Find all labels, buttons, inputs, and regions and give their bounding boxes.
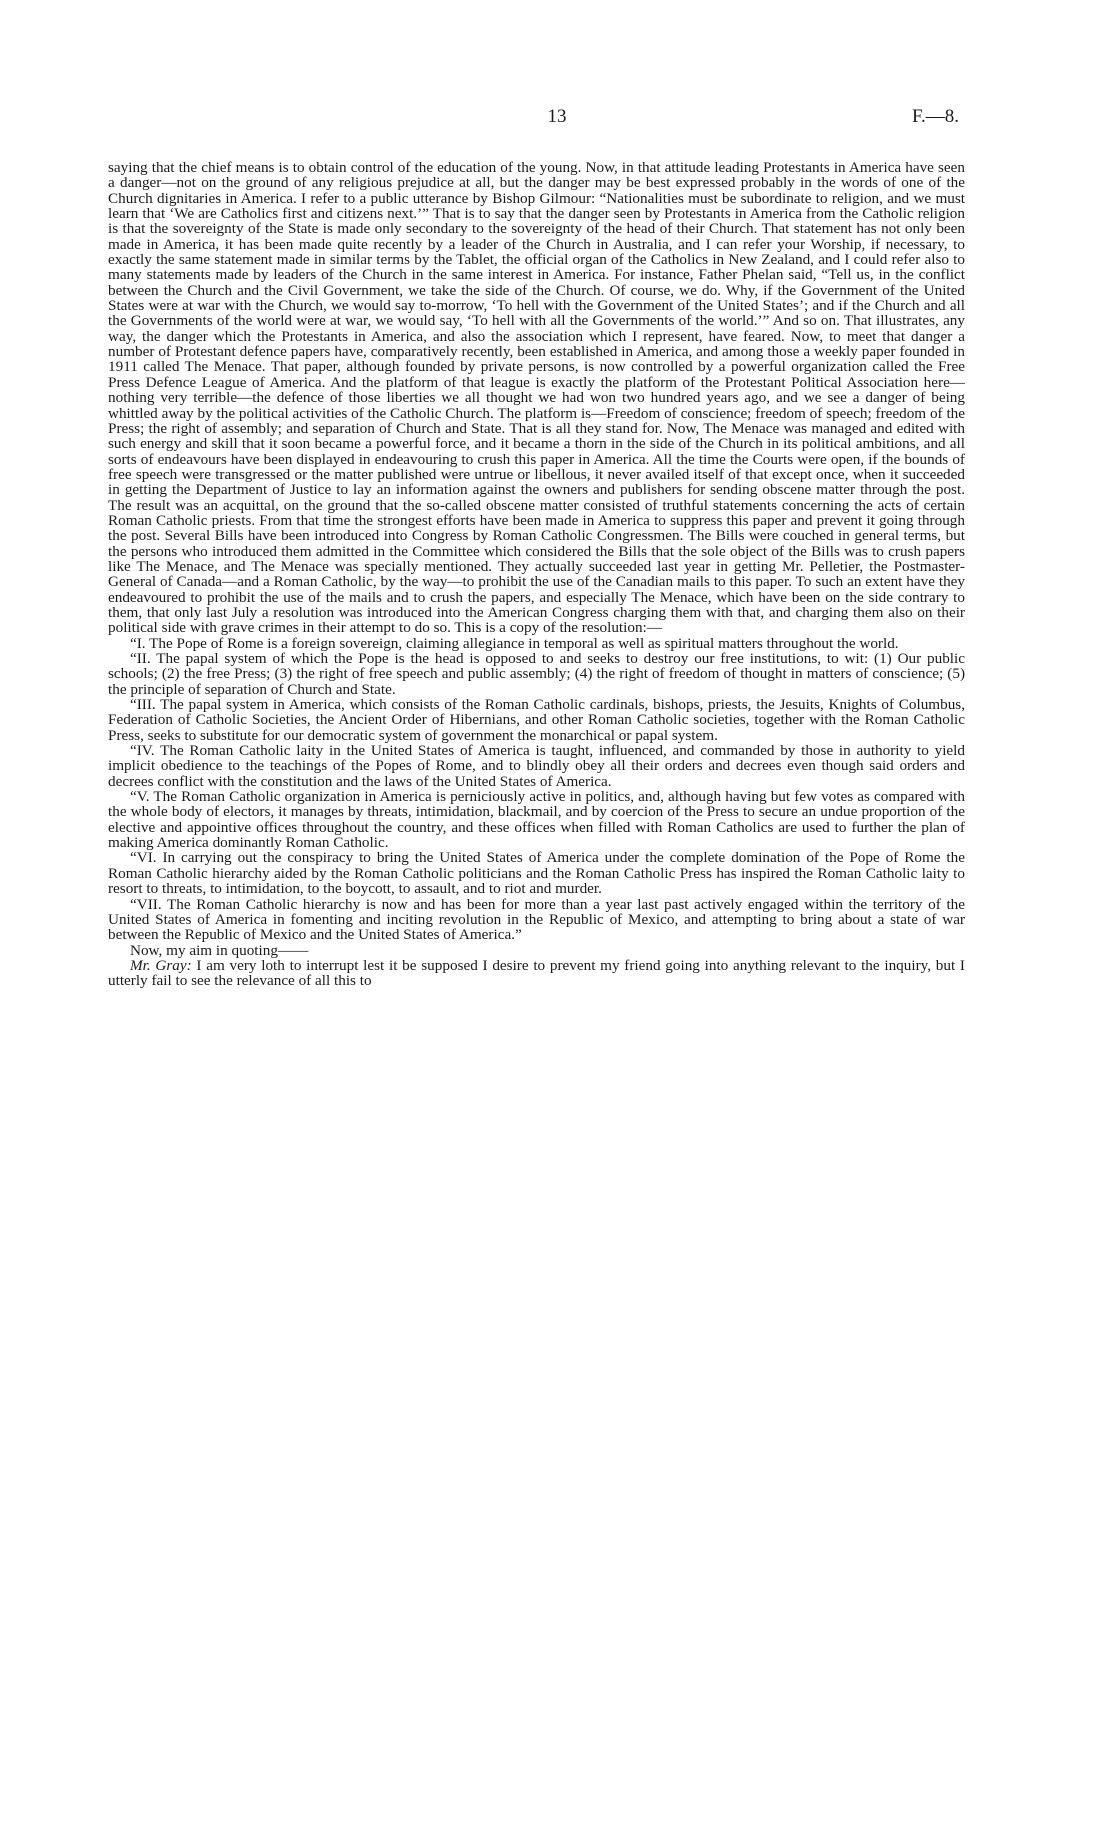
resolution-item-1: “I. The Pope of Rome is a foreign sovereign, claiming allegiance in temporal as well as spiritual matters throughout the world. — [130, 634, 899, 652]
paragraph-interjection — [108, 958, 965, 989]
resolution-item-4: “IV. The Roman Catholic laity in the United States of America is taught, influenced, and commanded by those in authority to yield implicit obedience to the teachings of the Popes of Rome, and to blindly obey all their orders and decrees even though said orders and decrees conflict with the constitution and the laws of the United States of America. — [108, 742, 965, 790]
paragraph-now-my-aim: Now, my aim in quoting—— — [130, 941, 309, 959]
resolution-item-3: “III. The papal system in America, which consists of the Roman Catholic cardinals, bishops, priests, the Jesuits, Knights of Columbus, Federation of Catholic Societies, the Ancient Order of Hibernians, and other Roman Catholic societies, together with the Roman Catholic Press, seeks to substitute for our democratic system of government the monarchical or papal system. — [108, 696, 965, 744]
speaker-name: Mr. Gray: — [130, 956, 192, 974]
page-number: 13 — [547, 106, 567, 127]
page-header — [0, 100, 1114, 130]
resolution-item-7: “VII. The Roman Catholic hierarchy is now and has been for more than a year last past actively engaged within the territory of the United States of America in fomenting and inciting revolution in the Republic of Mexico, and attempting to bring about a state of war between the Republic of Mexico and the United States of America.” — [108, 895, 965, 944]
body-text — [108, 160, 965, 989]
resolution-item-6: “VI. In carrying out the conspiracy to bring the United States of America under the complete domination of the Pope of Rome the Roman Catholic hierarchy aided by the Roman Catholic politicians and the Roman Catholic Press has inspired the Roman Catholic laity to resort to threats, to intimidation, to the boycott, to assault, and to riot and murder. — [108, 849, 965, 898]
interjection-text: I am very loth to interrupt lest it be supposed I desire to prevent my friend going into anything relevant to the inquiry, but I utterly fail to see the relevance of all this to — [108, 956, 965, 990]
resolution-item-5: “V. The Roman Catholic organization in America is perniciously active in politics, and, although having but few votes as compared with the whole body of electors, it manages by threats, intimidation, blackmail, and by coercion of the Press to secure an undue proportion of the elective and appointive offices throughout the country, and these offices when filled with Roman Catholics are used to further the plan of making America dominantly Roman Catholic. — [108, 788, 965, 852]
paragraph-main: saying that the chief means is to obtain control of the education of the young. Now, in that attitude leading Protestants in America have seen a danger—not on the ground of any religious prejudice at all, but the danger may be best expressed probably in the words of one of the Church dignitaries in America. I refer to a public utterance by Bishop Gilmour: “Nationalities must be subordinate to religion, and we must learn that ‘We are Catholics first and citizens next.’” That is to say that the danger seen by Protestants in America from the Catholic religion is that the sovereignty of the State is made only secondary to the sovereignty of the head of their Church. That statement has not only been made in America, it has been made quite recently by a leader of the Church in Australia, and I can refer your Worship, if necessary, to exactly the same statement made in similar terms by the Tablet, the official organ of the Catholics in New Zealand, and I could refer also to many statements made by leaders of the Church in the same interest in America. For instance, Father Phelan said, “Tell us, in the conflict between the Church and the Civil Government, we take the side of the Church. Of course, we do. Why, if the Government of the United States were at war with the Church, we would say to-morrow, ‘To hell with the Government of the United States’; and if the Church and all the Governments of the world were at war, we would say, ‘To hell with all the Governments of the world.’” And so on. That illustrates, any way, the danger which the Protestants in America, and also the association which I represent, have feared. Now, to meet that danger a number of Protestant defence papers have, comparatively recently, been established in America, and among those a weekly paper founded in 1911 called The Menace. That paper, although founded by private persons, is now controlled by a powerful organization called the Free Press Defence League of America. And the platform of that league is exactly the platform of the Protestant Political Association here—nothing very terrible—the defence of those liberties we all thought we had won two hundred years ago, and we see a danger of being whittled away by the political activities of the Catholic Church. The platform is—Freedom of conscience; freedom of speech; freedom of the Press; the right of assembly; and separation of Church and State. That is all they stand for. Now, The Menace was managed and edited with such energy and skill that it soon became a powerful force, and it became a thorn in the side of the Church in its political ambitions, and all sorts of endeavours have been displayed in endeavouring to crush this paper in America. All the time the Courts were open, if the bounds of free speech were transgressed or the matter published were untrue or libellous, it never availed itself of that except once, when it succeeded in getting the Department of Justice to lay an information against the owners and publishers for sending obscene matter through the post. The result was an acquittal, on the ground that the so-called obscene matter consisted of truthful statements concerning the acts of certain Roman Catholic priests. From that time the strongest efforts have been made in America to suppress this paper and prevent it going through the post. Several Bills have been introduced into Congress by Roman Catholic Congressmen. The Bills were couched in general terms, but the persons who introduced them admitted in the Committee which considered the Bills that the sole object of the Bills was to crush papers like The Menace, and The Menace was specially mentioned. They actually succeeded last year in getting Mr. Pelletier, the Postmaster-General of Canada—and a Roman Catholic, by the way—to prohibit the use of the Canadian mails to this paper. To such an extent have they endeavoured to prohibit the use of the mails and to crush the papers, and especially The Menace, which have been on the side contrary to them, that only last July a resolution was introduced into the American Congress charging them with that, and charging them also on their political side with grave crimes in their attempt to do so. This is a copy of the resolution:— — [108, 159, 965, 637]
document-reference: F.—8. — [911, 106, 959, 127]
resolution-item-2: “II. The papal system of which the Pope is the head is opposed to and seeks to destroy our free institutions, to wit: (1) Our public schools; (2) the free Press; (3) the right of free speech and public assembly; (4) the right of freedom of thought in matters of conscience; (5) the principle of separation of Church and State. — [108, 650, 965, 698]
